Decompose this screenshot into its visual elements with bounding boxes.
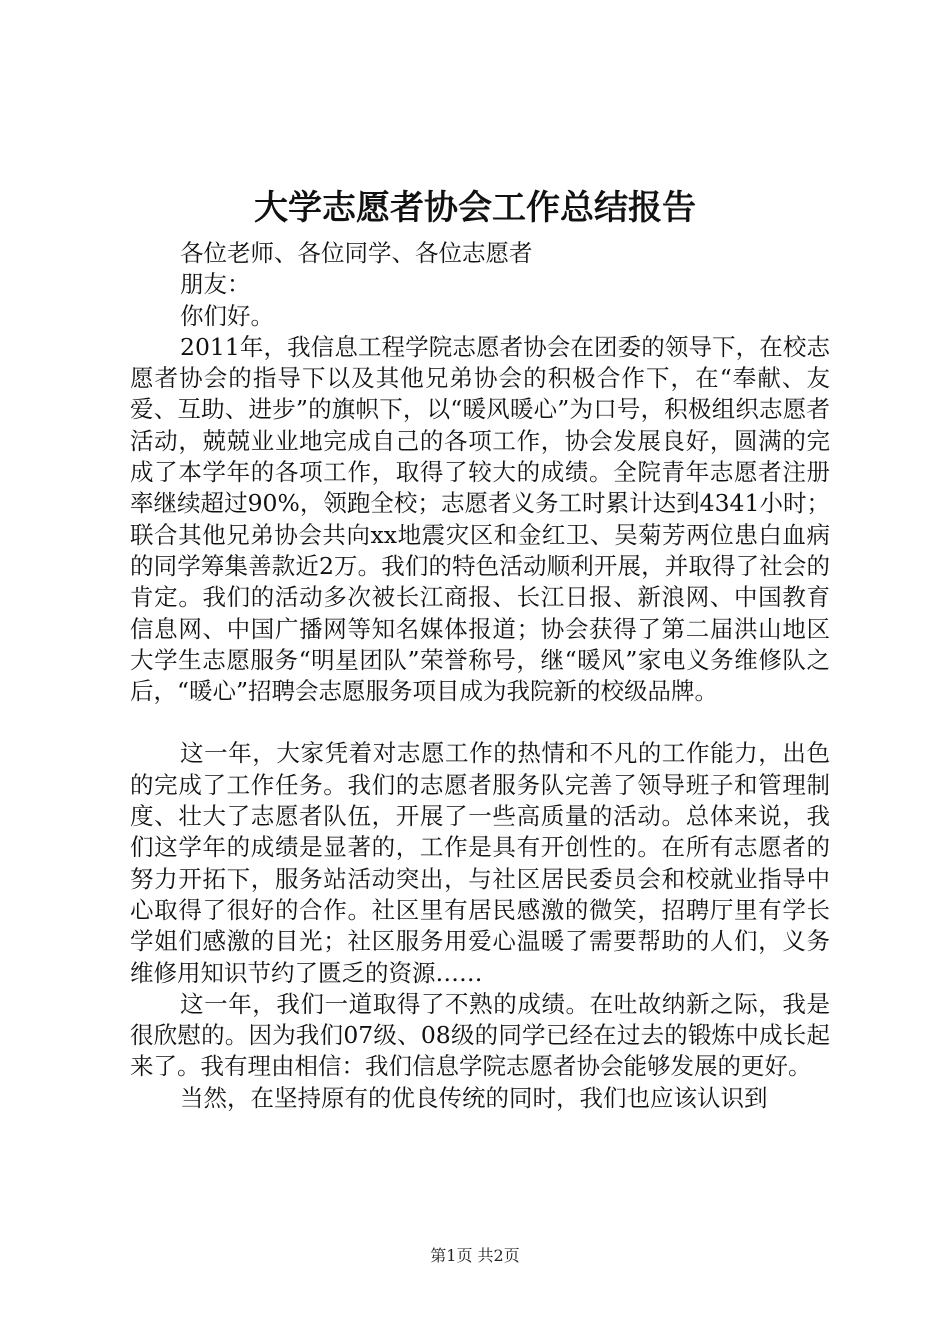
paragraph-of-course: 当然，在坚持原有的优良传统的同时，我们也应该认识到 xyxy=(180,1083,768,1112)
page-number-footer: 第1页 共2页 xyxy=(430,1246,520,1265)
paragraph-this-year: 这一年，大家凭着对志愿工作的热情和不凡的工作能力，出色的完成了工作任务。我们的志愿者服务队完善了领导班子和管理制度、壮大了志愿者队伍，开展了一些高质量的活动。总体来说，我们这学年的成绩是显著的，工作是具有开创性的。在所有志愿者的努力开拓下，服务站活动突出，与社区居民委员会和校就业指导中心取得了很好的合作。社区里有居民感激的微笑，招聘厅里有学长学姐们感激的目光；社区服务用爱心温暖了需要帮助的人们，义务维修用知识节约了匮乏的资源…… xyxy=(130,739,830,987)
salutation-line-1: 各位老师、各位同学、各位志愿者 xyxy=(180,239,533,267)
paragraph-achievements: 2011年，我信息工程学院志愿者协会在团委的领导下，在校志愿者协会的指导下以及其他兄弟协会的积极合作下，在“奉献、友爱、互助、进步”的旗帜下，以“暖风暖心”为口号，积极组织志愿者活动，兢兢业业地完成自己的各项工作，协会发展良好，圆满的完成了本学年的各项工作，取得了较大的成绩。全院青年志愿者注册率继续超过90%，领跑全校；志愿者义务工时累计达到4341小时；联合其他兄弟协会共向xx地震灾区和金红卫、吴菊芳两位患白血病的同学筹集善款近2万。我们的特色活动顺利开展，并取得了社会的肯定。我们的活动多次被长江商报、长江日报、新浪网、中国教育信息网、中国广播网等知名媒体报道；协会获得了第二届洪山地区大学生志愿服务“明星团队”荣誉称号，继“暖风”家电义务维修队之后，“暖心”招聘会志愿服务项目成为我院新的校级品牌。 xyxy=(130,332,830,706)
document-title: 大学志愿者协会工作总结报告 xyxy=(254,188,696,228)
document-body xyxy=(130,238,830,1114)
salutation-line-2: 朋友： xyxy=(180,270,251,299)
greeting: 你们好。 xyxy=(180,301,274,330)
paragraph-results: 这一年，我们一道取得了不熟的成绩。在吐故纳新之际，我是很欣慰的。因为我们07级、08级的同学已经在过去的锻炼中成长起来了。我有理由相信：我们信息学院志愿者协会能够发展的更好。 xyxy=(130,989,830,1081)
